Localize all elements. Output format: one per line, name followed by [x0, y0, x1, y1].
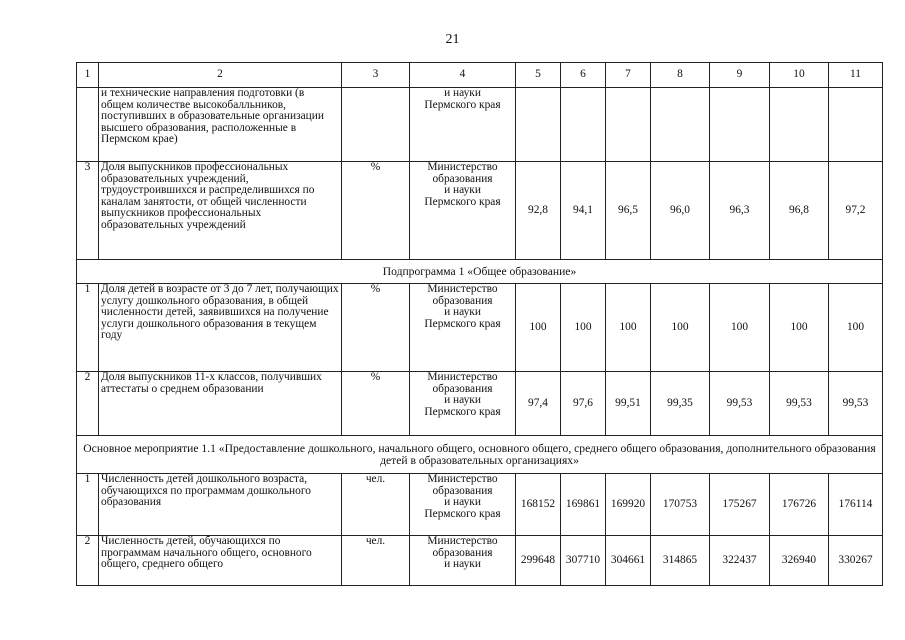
year-value-cell: [651, 88, 710, 162]
row-number: 2: [77, 372, 99, 436]
year-value-cell: 176726: [770, 474, 829, 536]
section-heading-row: [77, 260, 883, 284]
year-value-cell: 97,2: [829, 162, 883, 260]
row-number: 2: [77, 536, 99, 586]
row-number: 1: [77, 284, 99, 372]
unit-of-measure: чел.: [342, 536, 410, 586]
header-cell: 8: [651, 63, 710, 88]
year-value-cell: 100: [710, 284, 770, 372]
table-row: [77, 162, 883, 260]
header-cell: 2: [99, 63, 342, 88]
header-cell: 6: [561, 63, 606, 88]
row-number: 1: [77, 474, 99, 536]
responsible-organization: Министерство образования и науки: [410, 536, 516, 586]
unit-of-measure: чел.: [342, 474, 410, 536]
year-value-cell: 170753: [651, 474, 710, 536]
year-value-cell: 169861: [561, 474, 606, 536]
year-value-cell: 169920: [606, 474, 651, 536]
year-value-cell: 307710: [561, 536, 606, 586]
indicator-name: Доля выпускников 11-х классов, получивших аттестаты о среднем образовании: [99, 372, 342, 436]
table-row: [77, 88, 883, 162]
year-value-cell: 99,53: [710, 372, 770, 436]
year-value-cell: 100: [770, 284, 829, 372]
year-value-cell: [606, 88, 651, 162]
year-value-cell: [516, 88, 561, 162]
year-value-cell: [561, 88, 606, 162]
year-value-cell: 99,53: [829, 372, 883, 436]
unit-of-measure: %: [342, 162, 410, 260]
indicator-name: Численность детей, обучающихся по программам начального общего, основного общего, среднего общего: [99, 536, 342, 586]
page-number: 21: [445, 32, 460, 47]
year-value-cell: 299648: [516, 536, 561, 586]
header-row: [77, 63, 883, 88]
header-cell: 10: [770, 63, 829, 88]
year-value-cell: 304661: [606, 536, 651, 586]
unit-of-measure: %: [342, 284, 410, 372]
table-row: [77, 284, 883, 372]
header-cell: 7: [606, 63, 651, 88]
section-heading: Подпрограмма 1 «Общее образование»: [77, 260, 883, 284]
year-value-cell: 175267: [710, 474, 770, 536]
responsible-organization: и науки Пермского края: [410, 88, 516, 162]
year-value-cell: 99,51: [606, 372, 651, 436]
year-value-cell: 99,53: [770, 372, 829, 436]
unit-of-measure: %: [342, 372, 410, 436]
year-value-cell: 100: [516, 284, 561, 372]
year-value-cell: 314865: [651, 536, 710, 586]
indicator-name: Доля детей в возрасте от 3 до 7 лет, получающих услугу дошкольного образования, в общей численности детей, заявившихся на получение услуги дошкольного образования в текущем году: [99, 284, 342, 372]
year-value-cell: 96,0: [651, 162, 710, 260]
row-number: [77, 88, 99, 162]
year-value-cell: 96,3: [710, 162, 770, 260]
year-value-cell: 168152: [516, 474, 561, 536]
year-value-cell: 100: [561, 284, 606, 372]
year-value-cell: 176114: [829, 474, 883, 536]
row-number: 3: [77, 162, 99, 260]
year-value-cell: 92,8: [516, 162, 561, 260]
table-row: [77, 372, 883, 436]
year-value-cell: 100: [651, 284, 710, 372]
year-value-cell: 100: [829, 284, 883, 372]
year-value-cell: 330267: [829, 536, 883, 586]
year-value-cell: 326940: [770, 536, 829, 586]
table-row: [77, 536, 883, 586]
indicator-name: Численность детей дошкольного возраста, обучающихся по программам дошкольного образования: [99, 474, 342, 536]
indicators-table: [76, 62, 883, 586]
year-value-cell: 99,35: [651, 372, 710, 436]
year-value-cell: 322437: [710, 536, 770, 586]
year-value-cell: [770, 88, 829, 162]
header-cell: 11: [829, 63, 883, 88]
year-value-cell: 97,4: [516, 372, 561, 436]
header-cell: 9: [710, 63, 770, 88]
responsible-organization: Министерство образования и науки Пермского края: [410, 284, 516, 372]
table-row: [77, 474, 883, 536]
year-value-cell: [710, 88, 770, 162]
year-value-cell: 94,1: [561, 162, 606, 260]
year-value-cell: 100: [606, 284, 651, 372]
responsible-organization: Министерство образования и науки Пермского края: [410, 474, 516, 536]
header-cell: 3: [342, 63, 410, 88]
year-value-cell: [829, 88, 883, 162]
indicator-name: и технические направления подготовки (в общем количестве высокобалльников, поступивших в образовательные организации высшего образования, расположенные в Пермском крае): [99, 88, 342, 162]
responsible-organization: Министерство образования и науки Пермского края: [410, 162, 516, 260]
section-heading-row: [77, 436, 883, 474]
section-heading: Основное мероприятие 1.1 «Предоставление дошкольного, начального общего, основного общего, среднего общего образования, дополнительного образования детей в образовательных организациях»: [77, 436, 883, 474]
header-cell: 4: [410, 63, 516, 88]
year-value-cell: 96,8: [770, 162, 829, 260]
unit-of-measure: [342, 88, 410, 162]
header-cell: 1: [77, 63, 99, 88]
indicator-name: Доля выпускников профессиональных образовательных учреждений, трудоустроившихся и распределившихся по каналам занятости, от общей численности выпускников профессиональных образовательных учреждений: [99, 162, 342, 260]
year-value-cell: 96,5: [606, 162, 651, 260]
year-value-cell: 97,6: [561, 372, 606, 436]
responsible-organization: Министерство образования и науки Пермского края: [410, 372, 516, 436]
header-cell: 5: [516, 63, 561, 88]
